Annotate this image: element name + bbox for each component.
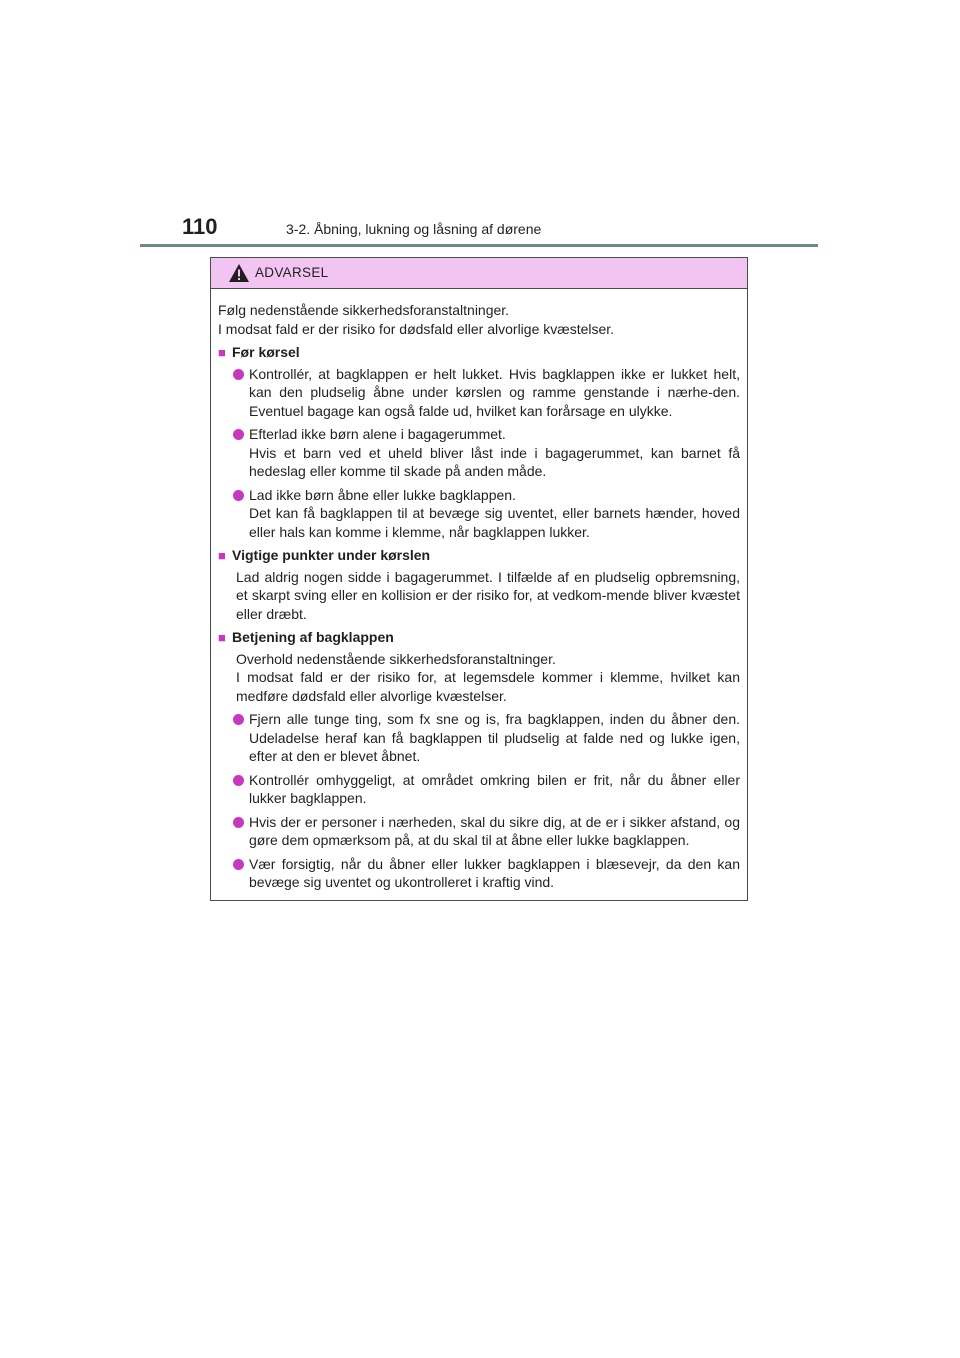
square-bullet-icon: ■ <box>218 630 226 645</box>
bullet-text: Fjern alle tunge ting, som fx sne og is, fra bagklappen, inden du åbner den. Udeladelse heraf kan få bagklappen til pludselig at falde ned og lukke igen, efter at den er blevet åbnet. <box>249 711 740 764</box>
bullet-text: Hvis et barn ved et uheld bliver låst inde i bagagerummet, kan barnet få hedeslag eller komme til skade på anden måde. <box>249 444 740 479</box>
square-bullet-icon: ■ <box>218 345 226 360</box>
bullet-item <box>218 771 740 808</box>
bullet-item <box>218 365 740 421</box>
section-before-driving <box>218 343 740 541</box>
section-paragraph: Lad aldrig nogen sidde i bagagerummet. I tilfælde af en pludselig opbremsning, et skarpt sving eller en kollision er der risiko for, at vedkom-mende bliver kvæstet eller dræbt. <box>236 568 740 622</box>
intro-line: Følg nedenstående sikkerhedsforanstaltninger. <box>218 302 510 318</box>
warning-body <box>211 289 747 892</box>
header-rule <box>140 244 818 247</box>
round-bullet-icon <box>233 429 244 440</box>
round-bullet-icon <box>233 490 244 501</box>
warning-box <box>210 257 748 901</box>
bullet-text: Lad ikke børn åbne eller lukke bagklappen. <box>249 486 516 503</box>
bullet-text: Kontrollér, at bagklappen er helt lukket. Hvis bagklappen ikke er lukket helt, kan den pludselig åbne under kørslen og ramme genstande i nærhe-den. Eventuel bagage kan også falde ud, hvilket kan forårsage en ulykke. <box>249 365 740 419</box>
round-bullet-icon <box>233 859 244 870</box>
round-bullet-icon <box>233 817 244 828</box>
page-number: 110 <box>182 214 218 239</box>
bullet-text: Vær forsigtig, når du åbner eller lukker bagklappen i blæsevejr, da den kan bevæge sig uventet og ukontrolleret i kraftig vind. <box>249 855 740 890</box>
warning-header <box>211 258 747 289</box>
round-bullet-icon <box>233 714 244 725</box>
bullet-item <box>218 710 740 766</box>
bullet-item <box>218 425 740 481</box>
square-bullet-icon: ■ <box>218 548 226 563</box>
section-title: 3-2. Åbning, lukning og låsning af dørene <box>286 221 542 237</box>
round-bullet-icon <box>233 775 244 786</box>
warning-triangle-icon <box>228 263 250 283</box>
section-heading: ■ Betjening af bagklappen <box>218 628 740 648</box>
warning-title: ADVARSEL <box>255 265 329 280</box>
bullet-text: Efterlad ikke børn alene i bagagerummet. <box>249 426 506 442</box>
section-heading: ■ Før kørsel <box>218 343 740 363</box>
section-paragraph: Overhold nedenstående sikkerhedsforanstaltninger. I modsat fald er der risiko for, at legemsdele kommer i klemme, hvilket kan medføre dødsfald eller alvorlige kvæstelser. <box>236 650 740 704</box>
warning-intro <box>218 301 740 338</box>
bullet-text: Hvis der er personer i nærheden, skal du sikre dig, at de er i sikker afstand, og gøre dem opmærksom på, at du skal til at åbne eller lukke bagklappen. <box>249 813 740 848</box>
bullet-text: Kontrollér omhyggeligt, at området omkring bilen er frit, når du åbner eller lukker bagklappen. <box>249 771 740 806</box>
intro-line: I modsat fald er der risiko for dødsfald eller alvorlige kvæstelser. <box>218 320 615 337</box>
bullet-item <box>218 855 740 892</box>
round-bullet-icon <box>233 369 244 380</box>
bullet-text: Det kan få bagklappen til at bevæge sig uventet, eller barnets hænder, hoved eller hals kan komme i klemme, når bagklappen lukker. <box>249 505 740 540</box>
page-header <box>140 214 818 248</box>
bullet-item <box>218 486 740 542</box>
bullet-item <box>218 813 740 850</box>
section-heading: ■ Vigtige punkter under kørslen <box>218 546 740 566</box>
section-operating-back-door <box>218 628 740 892</box>
section-important-while-driving <box>218 546 740 623</box>
